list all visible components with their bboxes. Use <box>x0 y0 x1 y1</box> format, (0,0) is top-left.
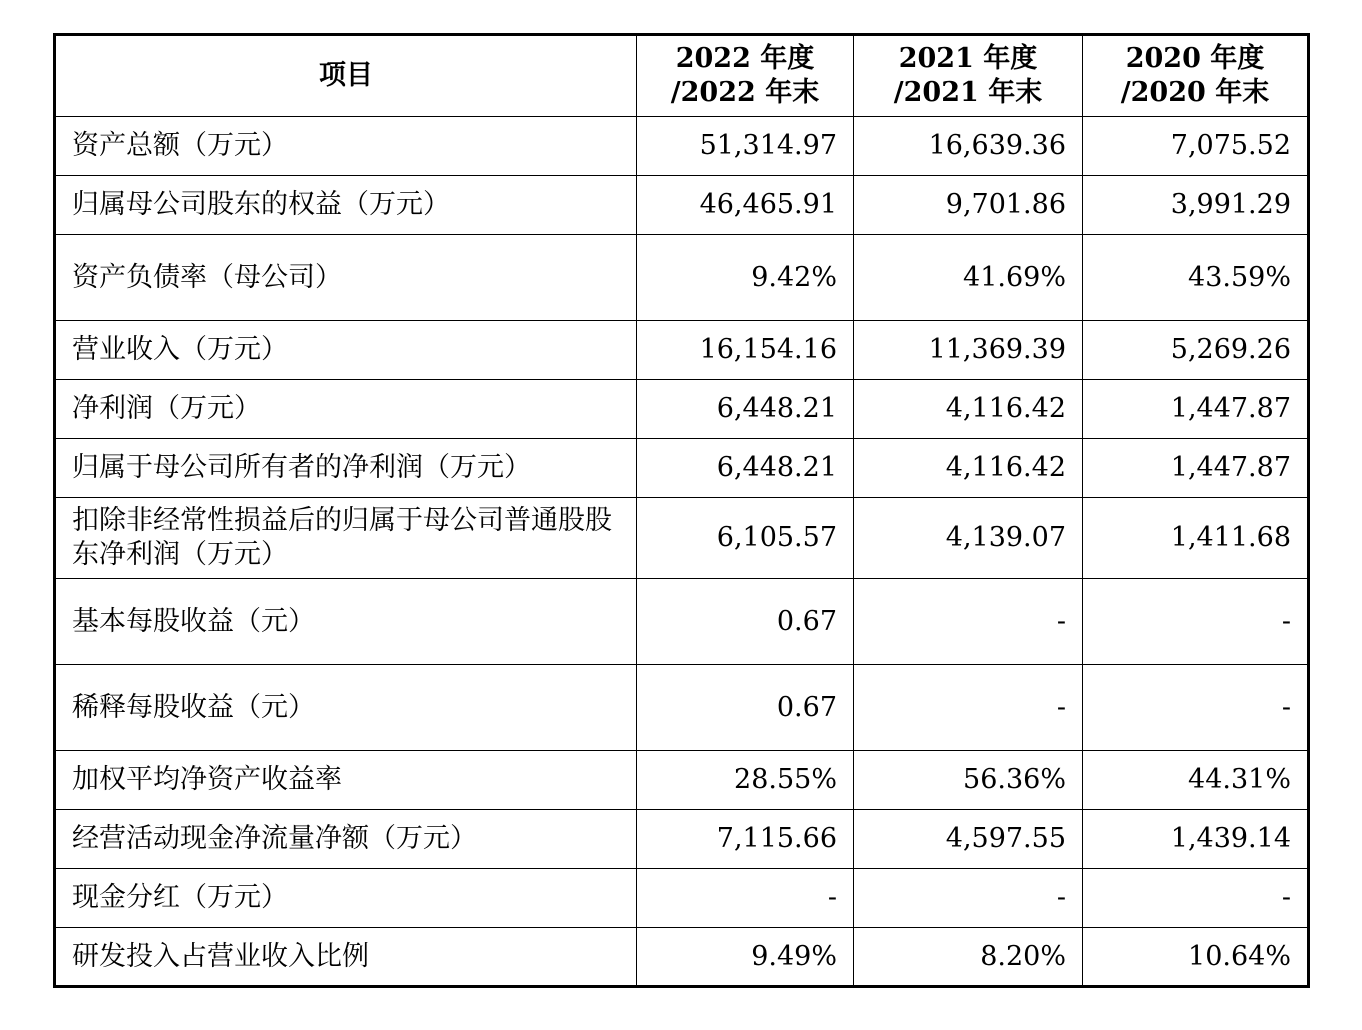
row-label: 现金分红（万元） <box>55 869 637 928</box>
header-2021 <box>854 35 1083 117</box>
header-2022 <box>637 35 854 117</box>
cell-2022: 16,154.16 <box>637 321 854 380</box>
cell-2020: 44.31% <box>1083 751 1309 810</box>
header-line: 项目 <box>319 60 373 91</box>
cell-2022: 7,115.66 <box>637 810 854 869</box>
table-row <box>55 235 1309 321</box>
cell-2022: 51,314.97 <box>637 117 854 176</box>
cell-2020: 5,269.26 <box>1083 321 1309 380</box>
row-label: 扣除非经常性损益后的归属于母公司普通股股东净利润（万元） <box>55 498 637 579</box>
cell-2020: 10.64% <box>1083 928 1309 987</box>
row-label: 经营活动现金净流量净额（万元） <box>55 810 637 869</box>
header-2020 <box>1083 35 1309 117</box>
cell-2022: 0.67 <box>637 665 854 751</box>
cell-2022: 6,448.21 <box>637 380 854 439</box>
header-line: /2022 年末 <box>670 77 820 108</box>
cell-2021: 56.36% <box>854 751 1083 810</box>
table-header-row <box>55 35 1309 117</box>
cell-2021: - <box>854 869 1083 928</box>
row-label: 归属于母公司所有者的净利润（万元） <box>55 439 637 498</box>
cell-2020: - <box>1083 869 1309 928</box>
cell-2020: 7,075.52 <box>1083 117 1309 176</box>
table-row <box>55 380 1309 439</box>
cell-2020: 1,447.87 <box>1083 380 1309 439</box>
header-line: /2021 年末 <box>893 77 1043 108</box>
table-row <box>55 439 1309 498</box>
row-label: 稀释每股收益（元） <box>55 665 637 751</box>
header-item <box>55 35 637 117</box>
table-row <box>55 117 1309 176</box>
cell-2022: 6,105.57 <box>637 498 854 579</box>
table-row <box>55 810 1309 869</box>
row-label: 归属母公司股东的权益（万元） <box>55 176 637 235</box>
cell-2022: 9.49% <box>637 928 854 987</box>
cell-2020: 43.59% <box>1083 235 1309 321</box>
cell-2021: 9,701.86 <box>854 176 1083 235</box>
cell-2020: - <box>1083 665 1309 751</box>
header-line: 2022 年度 <box>675 43 815 74</box>
table-row <box>55 579 1309 665</box>
row-label: 基本每股收益（元） <box>55 579 637 665</box>
header-line: 2021 年度 <box>898 43 1038 74</box>
cell-2021: 16,639.36 <box>854 117 1083 176</box>
cell-2021: - <box>854 665 1083 751</box>
cell-2021: 11,369.39 <box>854 321 1083 380</box>
cell-2021: - <box>854 579 1083 665</box>
table-row <box>55 751 1309 810</box>
table-row <box>55 869 1309 928</box>
cell-2021: 4,597.55 <box>854 810 1083 869</box>
cell-2022: - <box>637 869 854 928</box>
row-label: 营业收入（万元） <box>55 321 637 380</box>
table-row <box>55 176 1309 235</box>
header-line: /2020 年末 <box>1120 77 1270 108</box>
cell-2021: 4,116.42 <box>854 439 1083 498</box>
row-label: 加权平均净资产收益率 <box>55 751 637 810</box>
cell-2022: 46,465.91 <box>637 176 854 235</box>
table-row <box>55 928 1309 987</box>
row-label: 净利润（万元） <box>55 380 637 439</box>
row-label: 资产负债率（母公司） <box>55 235 637 321</box>
cell-2022: 6,448.21 <box>637 439 854 498</box>
cell-2022: 9.42% <box>637 235 854 321</box>
table-row <box>55 498 1309 579</box>
cell-2020: 1,411.68 <box>1083 498 1309 579</box>
cell-2020: - <box>1083 579 1309 665</box>
cell-2021: 41.69% <box>854 235 1083 321</box>
row-label: 研发投入占营业收入比例 <box>55 928 637 987</box>
cell-2020: 1,447.87 <box>1083 439 1309 498</box>
table-row <box>55 321 1309 380</box>
header-line: 2020 年度 <box>1125 43 1265 74</box>
cell-2022: 28.55% <box>637 751 854 810</box>
row-label: 资产总额（万元） <box>55 117 637 176</box>
cell-2021: 8.20% <box>854 928 1083 987</box>
table-row <box>55 665 1309 751</box>
cell-2021: 4,139.07 <box>854 498 1083 579</box>
cell-2022: 0.67 <box>637 579 854 665</box>
cell-2020: 3,991.29 <box>1083 176 1309 235</box>
financial-summary-table <box>53 33 1310 988</box>
cell-2021: 4,116.42 <box>854 380 1083 439</box>
cell-2020: 1,439.14 <box>1083 810 1309 869</box>
